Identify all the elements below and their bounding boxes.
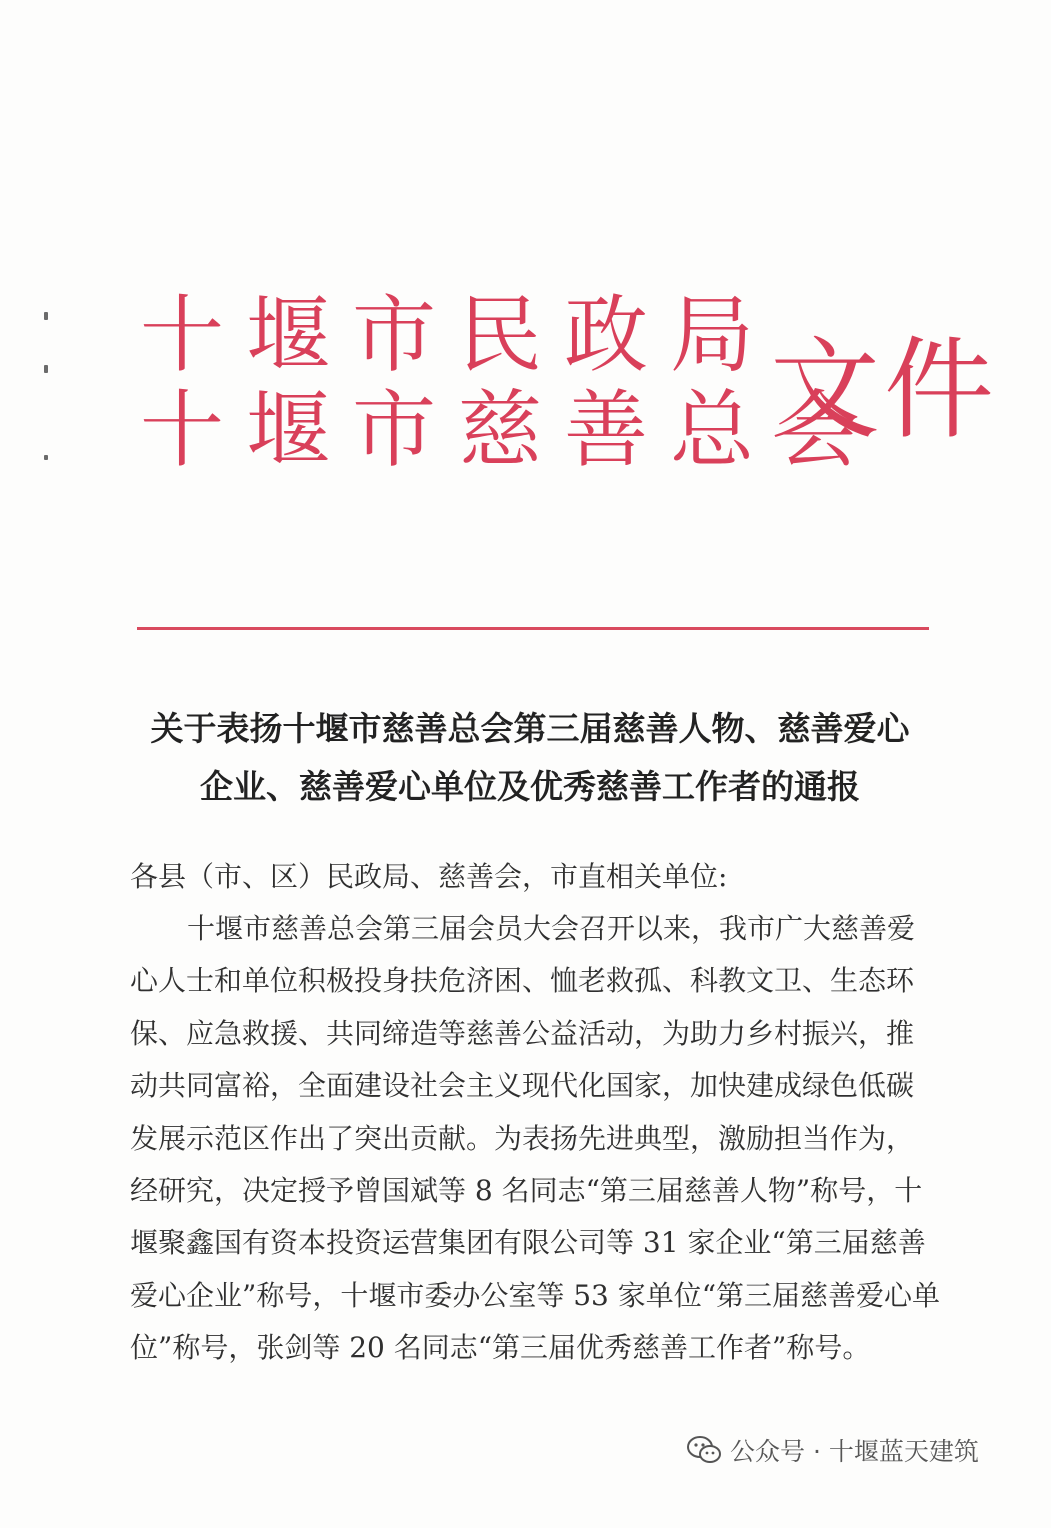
body-line: 爱心企业”称号，十堰市委办公室等 53 家单位“第三届慈善爱心单 xyxy=(130,1278,941,1312)
scan-mark xyxy=(44,455,48,460)
body-line: 发展示范区作出了突出贡献。为表扬先进典型，激励担当作为， xyxy=(130,1121,915,1155)
scan-mark xyxy=(44,365,48,373)
wechat-icon xyxy=(686,1435,722,1465)
scan-mark xyxy=(44,312,48,320)
issuing-org-2: 十堰市慈善总会 xyxy=(140,381,883,479)
body-line: 动共同富裕，全面建设社会主义现代化国家，加快建成绿色低碳 xyxy=(130,1069,915,1103)
red-divider-line xyxy=(137,627,929,630)
body-line: 保、应急救援、共同缔造等慈善公益活动，为助力乡村振兴，推 xyxy=(130,1016,915,1050)
notice-title-line-2: 企业、慈善爱心单位及优秀慈善工作者的通报 xyxy=(200,767,860,806)
body-line: 十堰市慈善总会第三届会员大会召开以来，我市广大慈善爱 xyxy=(187,912,916,945)
watermark-text: 公众号 · 十堰蓝天建筑 xyxy=(730,1437,979,1466)
document-header xyxy=(140,285,998,485)
notice-title xyxy=(120,700,940,816)
body-paragraph xyxy=(130,903,940,1375)
notice-title-line-1: 关于表扬十堰市慈善总会第三届慈善人物、慈善爱心 xyxy=(150,709,910,748)
document-type-label: 文件 xyxy=(770,326,998,454)
body-line: 位”称号，张剑等 20 名同志“第三届优秀慈善工作者”称号。 xyxy=(130,1331,871,1365)
body-line: 经研究，决定授予曾国斌等 8 名同志“第三届慈善人物”称号，十 xyxy=(130,1174,923,1208)
body-line: 心人士和单位积极投身扶危济困、恤老救孤、科教文卫、生态环 xyxy=(130,964,915,998)
issuing-org-1: 十堰市民政局 xyxy=(140,286,777,384)
body-line: 堰聚鑫国有资本投资运营集团有限公司等 31 家企业“第三届慈善 xyxy=(130,1226,926,1260)
wechat-account-watermark xyxy=(686,1430,979,1470)
salutation: 各县（市、区）民政局、慈善会，市直相关单位: xyxy=(130,860,728,893)
